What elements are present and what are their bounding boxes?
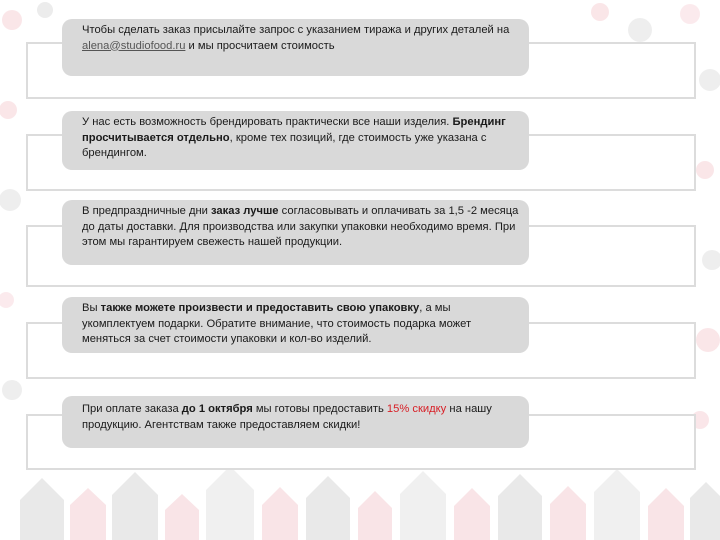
discount-text-end: на нашу продукцию. Агентствам также предоставляем скидки! [82, 403, 492, 431]
own-packaging-note [62, 297, 529, 353]
branding-text-end: , кроме тех позиций, где стоимость уже указана с брендингом. [82, 131, 487, 159]
order-request-text: Чтобы сделать заказ присылайте запрос с указанием тиража и других деталей на [82, 24, 510, 36]
order-request-note [62, 19, 529, 76]
email-link[interactable]: alena@studiofood.ru [82, 39, 186, 52]
branding-note [62, 111, 529, 170]
order-request-text-end: и мы просчитаем стоимость [185, 39, 335, 52]
discount-highlight: 15% скидку [386, 403, 447, 415]
branding-bold-text: Брендинг просчитывается отдельно [82, 116, 506, 144]
discount-bold-text: до 1 октября [181, 403, 253, 415]
holiday-order-note [62, 200, 529, 265]
discount-text-mid: мы готовы предоставить [252, 403, 387, 415]
discount-text: При оплате заказа [82, 403, 182, 415]
packaging-text: Вы [82, 302, 101, 314]
holiday-text: В предпраздничные дни [82, 205, 212, 217]
holiday-text-end: согласовывать и оплачивать за 1,5 -2 месяца до даты доставки. Для производства или закупки упаковки необходимо время. При этом мы гарантируем свежесть нашей продукции. [82, 205, 519, 248]
branding-text: У нас есть возможность брендировать практически все наши изделия. [82, 116, 453, 128]
packaging-text-end: , а мы укомплектуем подарки. Обратите внимание, что стоимость подарка может меняться за счет стоимости упаковки и кол-во изделий. [82, 302, 472, 345]
discount-note [62, 396, 529, 448]
packaging-bold-text: также можете произвести и предоставить свою упаковку [100, 302, 420, 314]
holiday-bold-text: заказ лучше [211, 205, 279, 217]
